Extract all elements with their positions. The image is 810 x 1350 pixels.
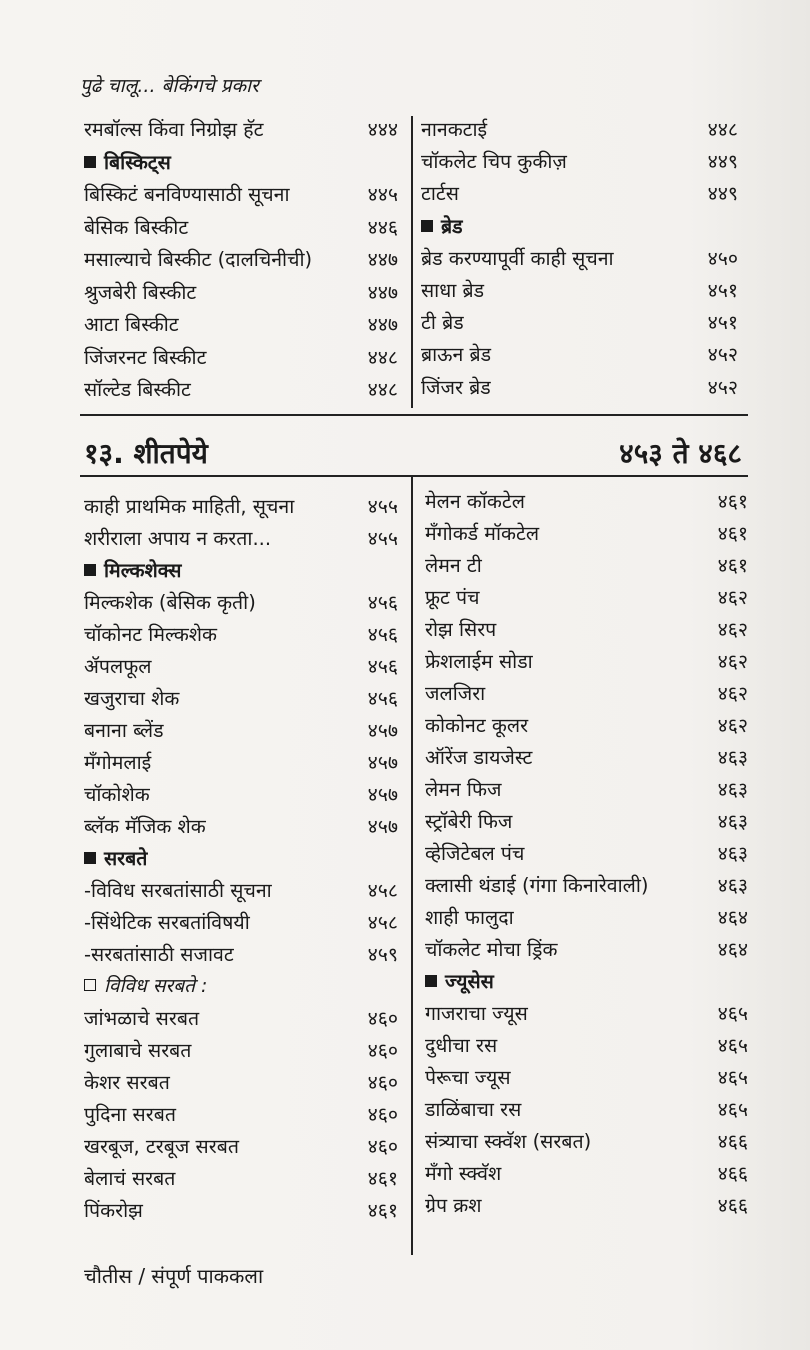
toc-entry-page-number: ४६२ (717, 682, 748, 705)
toc-entry-page-number: ४६५ (717, 1066, 748, 1089)
toc-entry-title: ग्रेप क्रश (425, 1194, 482, 1217)
toc-entry-title: चॉकलेट मोचा ड्रिंक (425, 938, 558, 961)
sub-heading-label: विविध सरबते : (104, 975, 208, 997)
toc-entry-page-number: ४६५ (717, 1098, 748, 1121)
toc-entry-page-number: ४६६ (717, 1162, 748, 1185)
toc-entry-title: टार्टस (421, 182, 459, 206)
toc-entry-page-number: ४५७ (367, 783, 398, 806)
toc-entry-page-number: ४५७ (367, 815, 398, 838)
toc-entry-title: चॉकोनट मिल्कशेक (84, 623, 218, 646)
toc-entry-title: फ्रेशलाईम सोडा (425, 650, 533, 673)
toc-entry-page-number: ४६२ (717, 618, 748, 641)
toc-entry-page-number: ४६६ (717, 1130, 748, 1153)
toc-entry-title: शरीराला अपाय न करता... (84, 527, 272, 550)
toc-entry-page-number: ४४६ (367, 215, 398, 239)
toc-entry-page-number: ४४९ (707, 182, 738, 206)
toc-entry-title: लेमन फिज (425, 778, 502, 801)
toc-entry-title: व्हेजिटेबल पंच (425, 842, 525, 865)
toc-entry-page-number: ४६१ (367, 1199, 398, 1222)
square-bullet-icon (84, 156, 96, 168)
toc-entry-page-number: ४५१ (707, 279, 738, 302)
toc-entry-page-number: ४५० (707, 246, 738, 270)
toc-entry-page-number: ४६३ (717, 746, 748, 769)
toc-entry-page-number: ४४८ (367, 345, 398, 369)
toc-entry-title: रोझ सिरप (425, 618, 497, 641)
column-divider-top (411, 116, 413, 408)
toc-entry-title: पुदिना सरबत (84, 1103, 176, 1126)
toc-entry-title: केशर सरबत (84, 1071, 170, 1094)
toc-entry-page-number: ४६५ (717, 1034, 748, 1057)
toc-entry-title: साधा ब्रेड (421, 279, 485, 302)
toc-entry-title: फ्रूट पंच (425, 586, 480, 609)
toc-entry-page-number: ४५५ (367, 527, 398, 550)
toc-entry-title: -विविध सरबतांसाठी सूचना (84, 879, 272, 902)
toc-entry-page-number: ४६१ (717, 490, 748, 513)
toc-entry-title: खरबूज, टरबूज सरबत (84, 1135, 239, 1158)
toc-entry-page-number: ४५१ (707, 311, 738, 335)
toc-entry-page-number: ४६० (367, 1039, 398, 1062)
toc-entry-title: बेसिक बिस्कीट (84, 215, 189, 239)
toc-entry-page-number: ४५५ (367, 495, 398, 518)
toc-entry-page-number: ४५२ (707, 343, 738, 367)
section-heading (84, 561, 181, 581)
toc-entry-title: पेरूचा ज्यूस (425, 1066, 511, 1089)
toc-entry-title: ब्रेड करण्यापूर्वी काही सूचना (421, 246, 614, 270)
toc-entry-page-number: ४४७ (367, 280, 398, 304)
toc-entry-page-number: ४४८ (367, 378, 398, 401)
section-heading (425, 972, 494, 992)
toc-entry-page-number: ४५६ (367, 623, 398, 646)
toc-entry-title: टी ब्रेड (421, 311, 464, 335)
toc-entry-page-number: ४६३ (717, 842, 748, 865)
toc-entry-title: क्लासी थंडाई (गंगा किनारेवाली) (425, 874, 649, 897)
sub-heading (84, 977, 207, 996)
toc-entry-page-number: ४५६ (367, 687, 398, 710)
toc-entry-page-number: ४६० (367, 1103, 398, 1126)
toc-entry-title: दुधीचा रस (425, 1034, 498, 1057)
toc-entry-page-number: ४४७ (367, 313, 398, 336)
toc-entry-page-number: ४६० (367, 1007, 398, 1030)
section-heading-label: बिस्किट्स (104, 150, 171, 174)
toc-entry-title: बिस्किटं बनविण्यासाठी सूचना (84, 183, 290, 206)
toc-entry-title: डाळिंबाचा रस (425, 1098, 522, 1121)
hollow-square-bullet-icon (84, 979, 96, 991)
toc-entry-title: मँगोकर्ड मॉकटेल (425, 522, 540, 545)
toc-entry-title: चॉकोशेक (84, 783, 150, 806)
chapter-title: १३. शीतपेये (84, 437, 208, 470)
toc-entry-page-number: ४५७ (367, 719, 398, 742)
toc-entry-title: गुलाबाचे सरबत (84, 1039, 192, 1062)
running-head: पुढे चालू... बेकिंगचे प्रकार (80, 75, 259, 97)
section-divider (80, 414, 748, 416)
toc-entry-title: मँगोमलाई (84, 751, 152, 774)
toc-entry-page-number: ४६४ (717, 938, 748, 961)
toc-entry-title: जलजिरा (425, 682, 486, 705)
toc-entry-title: लेमन टी (425, 554, 482, 577)
toc-entry-title: संत्र्याचा स्क्वॅश (सरबत) (425, 1130, 592, 1153)
toc-entry-title: ॲपलफूल (84, 655, 152, 678)
section-heading-label: ब्रेड (441, 214, 463, 238)
toc-entry-page-number: ४५६ (367, 655, 398, 678)
toc-entry-page-number: ४६३ (717, 874, 748, 897)
toc-entry-title: मसाल्याचे बिस्कीट (दालचिनीची) (84, 248, 313, 271)
chapter-divider (80, 475, 748, 477)
toc-entry-title: आटा बिस्कीट (84, 313, 179, 336)
toc-entry-title: ब्राऊन ब्रेड (421, 343, 492, 367)
section-heading (84, 849, 147, 869)
square-bullet-icon (84, 852, 96, 864)
toc-entry-page-number: ४६१ (717, 554, 748, 577)
toc-entry-title: काही प्राथमिक माहिती, सूचना (84, 495, 295, 518)
toc-entry-title: शाही फालुदा (425, 906, 514, 929)
toc-entry-title: जिंजर ब्रेड (421, 375, 491, 399)
toc-entry-title: गाजराचा ज्यूस (425, 1002, 528, 1025)
toc-entry-page-number: ४५९ (367, 943, 398, 966)
toc-entry-title: ब्लॅक मॅजिक शेक (84, 815, 206, 838)
section-heading-label: सरबते (104, 847, 148, 870)
toc-entry-page-number: ४६६ (717, 1194, 748, 1217)
toc-entry-page-number: ४५७ (367, 751, 398, 774)
toc-entry-page-number: ४६३ (717, 778, 748, 801)
toc-entry-title: पिंकरोझ (84, 1199, 143, 1222)
toc-entry-title: मेलन कॉकटेल (425, 490, 525, 513)
toc-entry-page-number: ४६३ (717, 810, 748, 833)
toc-entry-title: नानकटाई (421, 118, 488, 141)
toc-entry-title: मँगो स्क्वॅश (425, 1162, 502, 1185)
chapter-page-range: ४५३ ते ४६८ (619, 437, 742, 470)
toc-entry-title: ऑरेंज डायजेस्ट (425, 746, 533, 769)
toc-entry-page-number: ४६५ (717, 1002, 748, 1025)
toc-entry-page-number: ४६१ (717, 522, 748, 545)
toc-entry-page-number: ४४७ (367, 248, 398, 271)
toc-entry-page-number: ४६१ (367, 1167, 398, 1190)
toc-entry-title: रमबॉल्स किंवा निग्रोझ हॅट (84, 118, 264, 141)
square-bullet-icon (425, 975, 437, 987)
toc-entry-title: स्ट्रॉबेरी फिज (425, 810, 513, 833)
toc-entry-page-number: ४६२ (717, 714, 748, 737)
toc-entry-title: मिल्कशेक (बेसिक कृती) (84, 591, 256, 614)
toc-entry-title: बेलाचं सरबत (84, 1167, 176, 1190)
toc-entry-page-number: ४६० (367, 1071, 398, 1094)
page-footer: चौतीस / संपूर्ण पाककला (84, 1264, 264, 1288)
toc-entry-title: सॉल्टेड बिस्कीट (84, 378, 191, 401)
section-heading (421, 214, 463, 238)
section-heading-label: मिल्कशेक्स (104, 559, 182, 582)
toc-entry-title: बनाना ब्लेंड (84, 719, 164, 742)
toc-entry-page-number: ४५८ (367, 879, 398, 902)
toc-entry-title: जिंजरनट बिस्कीट (84, 345, 207, 369)
toc-entry-title: -सरबतांसाठी सजावट (84, 943, 234, 966)
toc-entry-page-number: ४५८ (367, 911, 398, 934)
toc-entry-page-number: ४६० (367, 1135, 398, 1158)
square-bullet-icon (84, 564, 96, 576)
toc-entry-title: कोकोनट कूलर (425, 714, 529, 737)
toc-entry-title: चॉकलेट चिप कुकीज़ (421, 150, 567, 174)
toc-entry-page-number: ४४५ (367, 183, 398, 206)
toc-entry-page-number: ४५६ (367, 591, 398, 614)
section-heading-label: ज्यूसेस (445, 970, 494, 993)
section-heading (84, 150, 171, 174)
toc-entry-page-number: ४४८ (707, 118, 738, 141)
toc-entry-title: -सिंथेटिक सरबतांविषयी (84, 911, 250, 934)
column-divider-bottom (411, 477, 413, 1255)
toc-entry-page-number: ४४४ (367, 118, 398, 141)
toc-entry-page-number: ४६४ (717, 906, 748, 929)
toc-entry-page-number: ४५२ (707, 375, 738, 399)
square-bullet-icon (421, 220, 433, 232)
toc-entry-page-number: ४६२ (717, 650, 748, 673)
toc-entry-title: खजुराचा शेक (84, 687, 180, 710)
toc-entry-title: श्रुजबेरी बिस्कीट (84, 280, 197, 304)
toc-entry-page-number: ४६२ (717, 586, 748, 609)
toc-entry-title: जांभळाचे सरबत (84, 1007, 200, 1030)
toc-entry-page-number: ४४९ (707, 150, 738, 174)
